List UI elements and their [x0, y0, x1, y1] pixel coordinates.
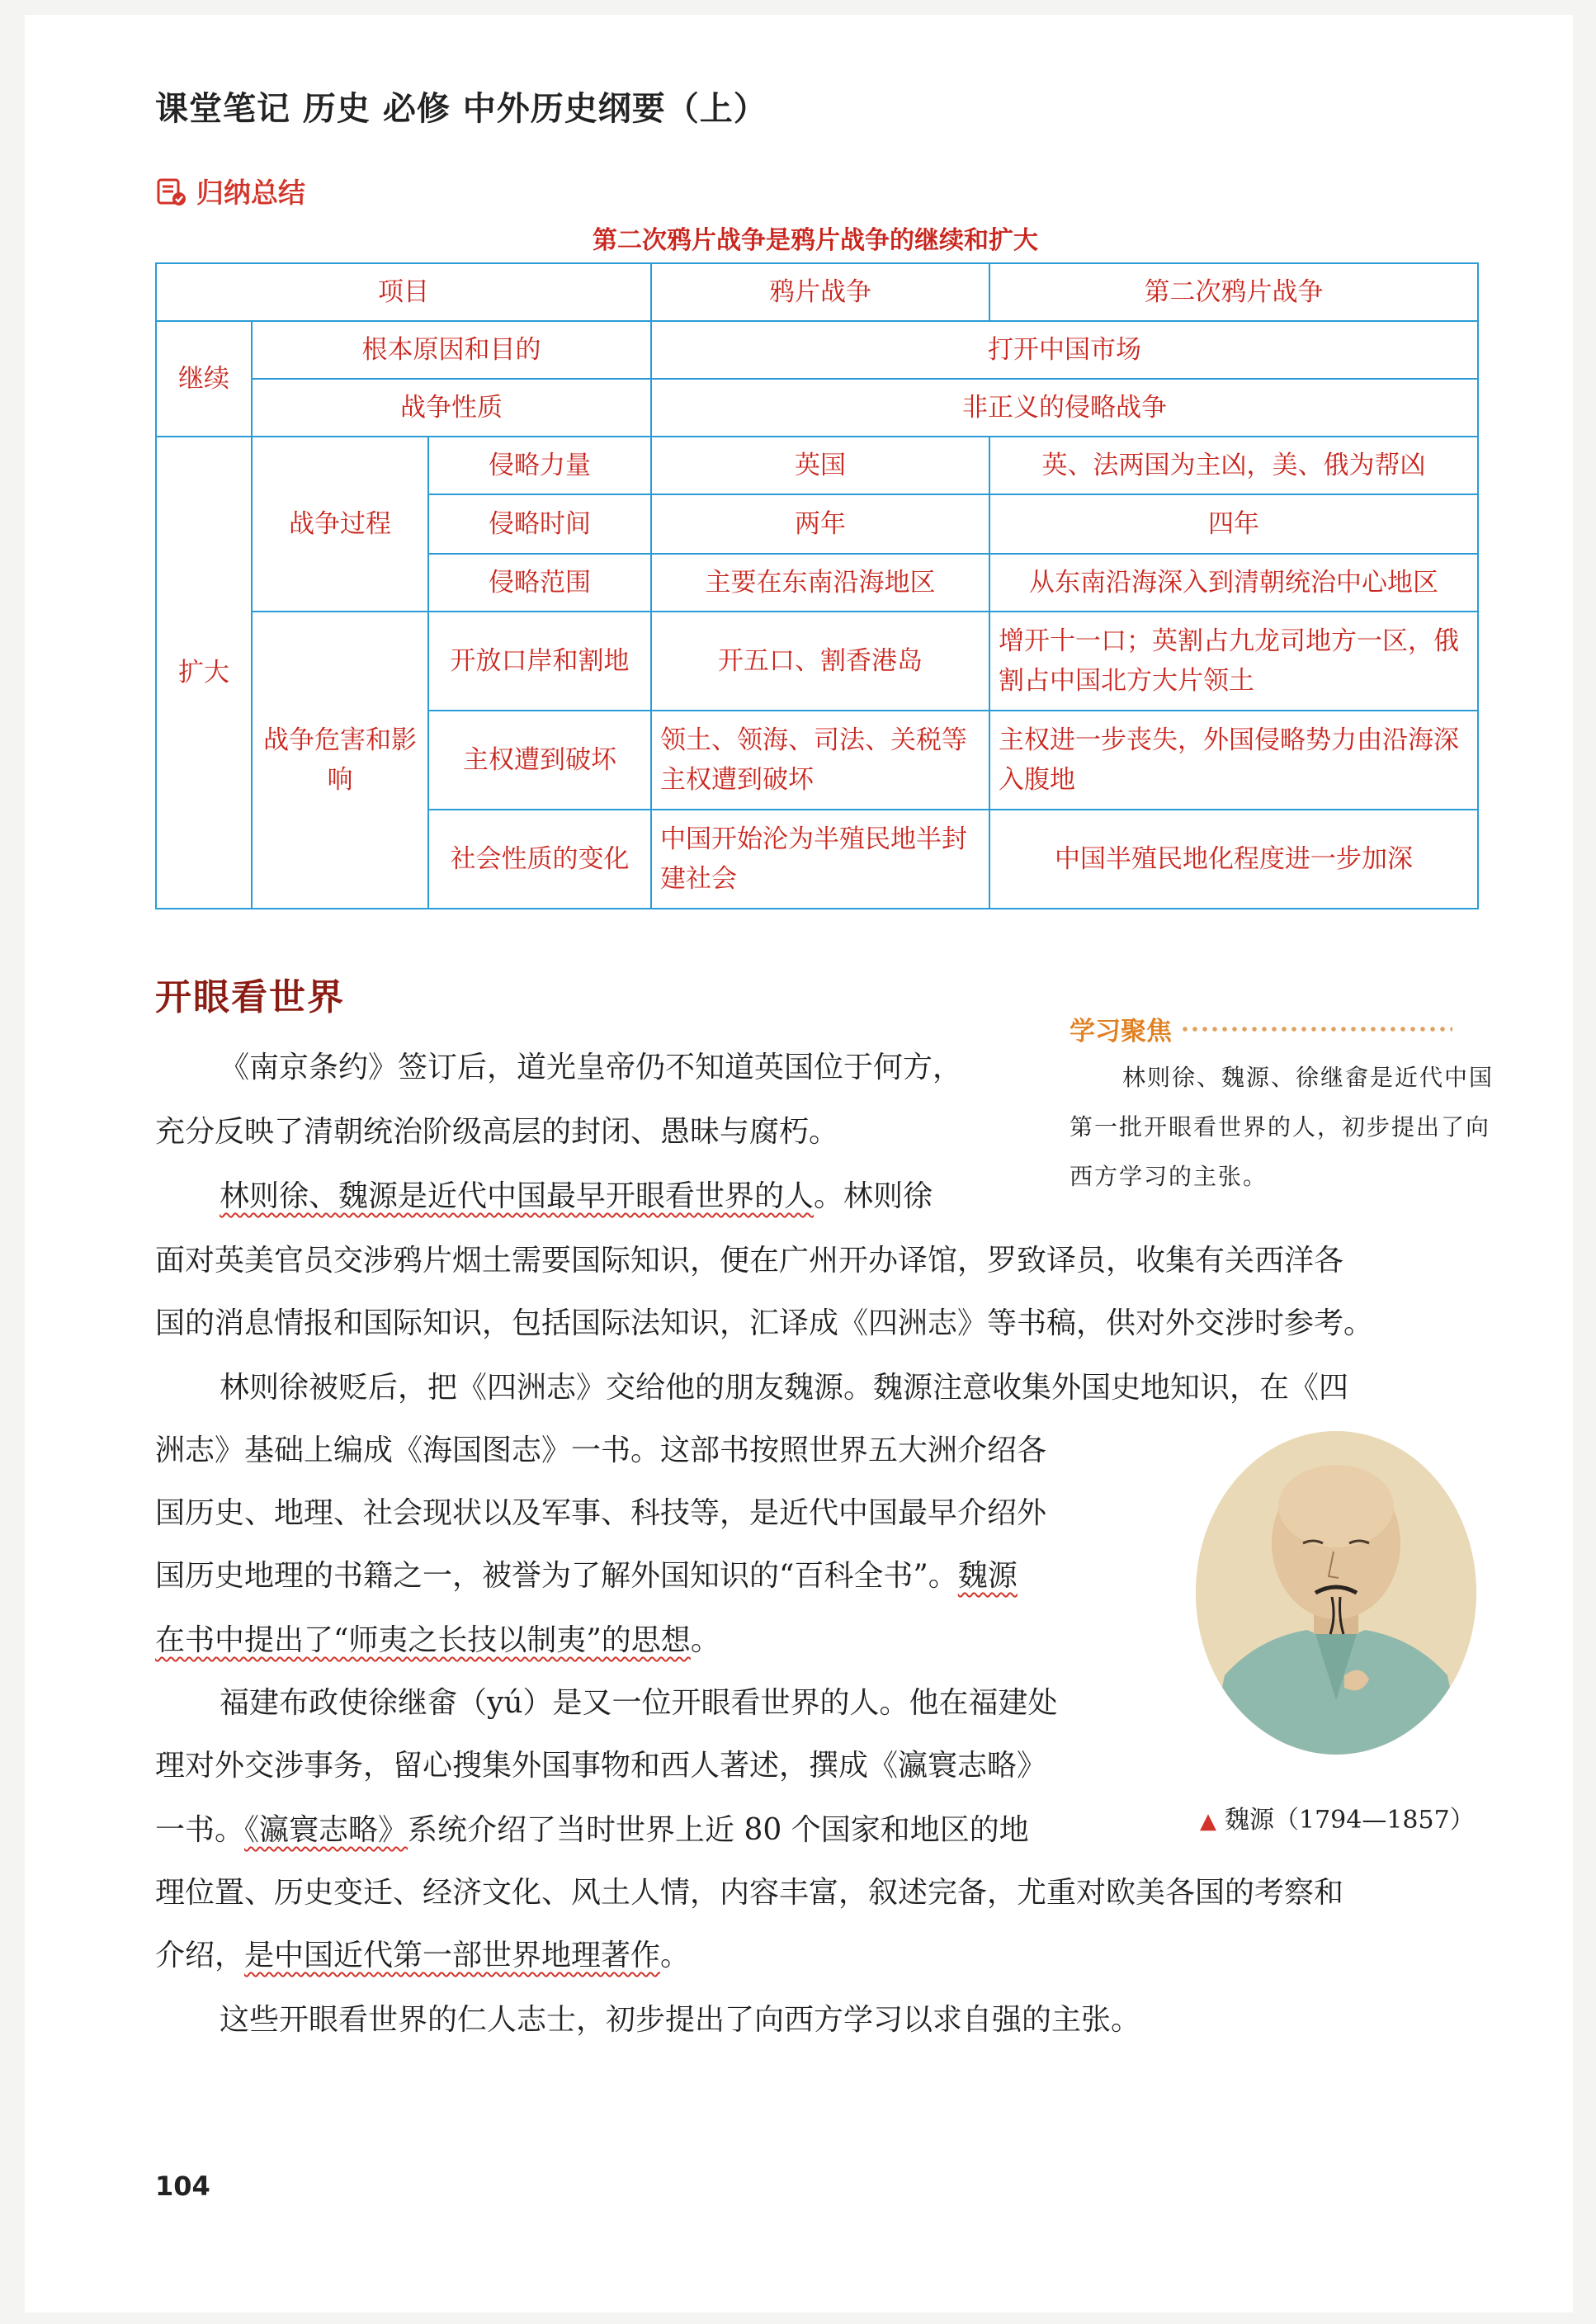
force-war1: 英国 — [651, 437, 989, 494]
group-expand: 扩大 — [156, 437, 252, 909]
emphasis-text: 在书中提出了“师夷之长技以制夷”的思想 — [155, 1623, 691, 1657]
sovereignty-label: 主权遭到破坏 — [428, 711, 651, 810]
text-line: 这些开眼看世界的仁人志士，初步提出了向西方学习以求自强的主张。 — [220, 2003, 1141, 2037]
row-cause-value: 打开中国市场 — [651, 321, 1478, 379]
text-line — [155, 1553, 1018, 1599]
text-line: 理位置、历史变迁、经济文化、风土人情，内容丰富，叙述完备，尤重对欧美各国的考察和 — [155, 1876, 1344, 1910]
text-fragment: 系统介绍了当时世界上近 80 个国家和地区的地 — [408, 1813, 1029, 1847]
text-fragment: 一书。 — [155, 1813, 245, 1847]
summary-heading — [155, 172, 305, 210]
notes-icon — [155, 175, 188, 208]
summary-heading-text: 归纳总结 — [196, 177, 305, 209]
header-war2: 第二次鸦片战争 — [989, 263, 1478, 321]
emphasis-text: 魏源 — [957, 1559, 1018, 1593]
text-line: 《南京条约》签订后，道光皇帝仍不知道英国位于何方， — [220, 1051, 963, 1084]
portrait-caption-text: 魏源（1794—1857） — [1225, 1806, 1475, 1835]
text-line — [155, 1618, 720, 1664]
text-line: 理对外交涉事务，留心搜集外国事物和西人著述，撰成《瀛寰志略》 — [155, 1749, 1047, 1783]
wei-yuan-portrait — [1192, 1428, 1480, 1758]
sovereignty-war1: 领土、领海、司法、关税等主权遭到破坏 — [651, 711, 989, 810]
text-fragment: 。 — [690, 1623, 720, 1657]
table-caption: 第二次鸦片战争是鸦片战争的继续和扩大 — [593, 226, 1038, 255]
sovereignty-war2: 主权进一步丧失，外国侵略势力由沿海深入腹地 — [989, 711, 1478, 810]
comparison-table — [155, 262, 1479, 909]
text-line: 国的消息情报和国际知识，包括国际法知识，汇译成《四洲志》等书稿，供对外交涉时参考。 — [155, 1306, 1374, 1340]
portrait-caption — [1200, 1799, 1475, 1835]
society-label: 社会性质的变化 — [428, 810, 651, 909]
text-line: 福建布政使徐继畲（yú）是又一位开眼看世界的人。他在福建处 — [220, 1686, 1058, 1720]
text-fragment: 。 — [660, 1939, 691, 1972]
force-label: 侵略力量 — [428, 437, 651, 494]
time-war2: 四年 — [989, 494, 1478, 554]
time-label: 侵略时间 — [428, 494, 651, 554]
row-nature-label: 战争性质 — [252, 379, 651, 437]
ports-war2: 增开十一口；英割占九龙司地方一区，俄割占中国北方大片领土 — [989, 612, 1478, 711]
text-line: 洲志》基础上编成《海国图志》一书。这部书按照世界五大洲介绍各 — [155, 1434, 1047, 1467]
text-fragment: 。林则徐 — [814, 1179, 933, 1213]
society-war2: 中国半殖民地化程度进一步加深 — [989, 810, 1478, 909]
focus-title — [1070, 1010, 1452, 1047]
header-war1: 鸦片战争 — [651, 263, 989, 321]
ports-label: 开放口岸和割地 — [428, 612, 651, 711]
time-war1: 两年 — [651, 494, 989, 554]
group-continue: 继续 — [156, 321, 252, 437]
triangle-icon: ▲ — [1200, 1809, 1216, 1834]
focus-text: 林则徐、魏源、徐继畲是近代中国第一批开眼看世界的人，初步提出了向西方学习的主张。 — [1070, 1064, 1494, 1190]
row-nature-value: 非正义的侵略战争 — [651, 379, 1478, 437]
section-title: 开眼看世界 — [155, 976, 345, 1018]
text-fragment: 介绍， — [155, 1939, 245, 1972]
scope-war2: 从东南沿海深入到清朝统治中心地区 — [989, 554, 1478, 612]
process-label: 战争过程 — [252, 437, 428, 612]
row-cause-label: 根本原因和目的 — [252, 321, 651, 379]
emphasis-text: 林则徐、魏源是近代中国最早开眼看世界的人 — [220, 1179, 815, 1213]
scope-label: 侵略范围 — [428, 554, 651, 612]
impact-label: 战争危害和影响 — [252, 612, 428, 909]
page-number: 104 — [155, 2170, 210, 2202]
society-war1: 中国开始沦为半殖民地半封建社会 — [651, 810, 989, 909]
scope-war1: 主要在东南沿海地区 — [651, 554, 989, 612]
header-item: 项目 — [156, 263, 651, 321]
focus-title-text: 学习聚焦 — [1070, 1017, 1172, 1046]
text-line: 面对英美官员交涉鸦片烟土需要国际知识，便在广州开办译馆，罗致译员，收集有关西洋各 — [155, 1244, 1344, 1278]
force-war2: 英、法两国为主凶，美、俄为帮凶 — [989, 437, 1478, 494]
text-line — [155, 1807, 1029, 1854]
text-fragment: 国历史地理的书籍之一，被誉为了解外国知识的“百科全书”。 — [155, 1559, 958, 1593]
ports-war1: 开五口、割香港岛 — [651, 612, 989, 711]
header-title: 课堂笔记 历史 必修 中外历史纲要（上） — [155, 90, 767, 128]
text-line — [155, 1933, 690, 1979]
text-line: 国历史、地理、社会现状以及军事、科技等，是近代中国最早介绍外 — [155, 1496, 1047, 1530]
text-line: 充分反映了清朝统治阶级高层的封闭、愚昧与腐朽。 — [155, 1115, 839, 1149]
emphasis-text: 《瀛寰志略》 — [244, 1813, 408, 1847]
text-line: 林则徐被贬后，把《四洲志》交给他的朋友魏源。魏源注意收集外国史地知识，在《四 — [220, 1371, 1349, 1405]
text-line — [220, 1174, 933, 1220]
emphasis-text: 是中国近代第一部世界地理著作 — [244, 1939, 661, 1972]
focus-divider — [1180, 1025, 1452, 1033]
